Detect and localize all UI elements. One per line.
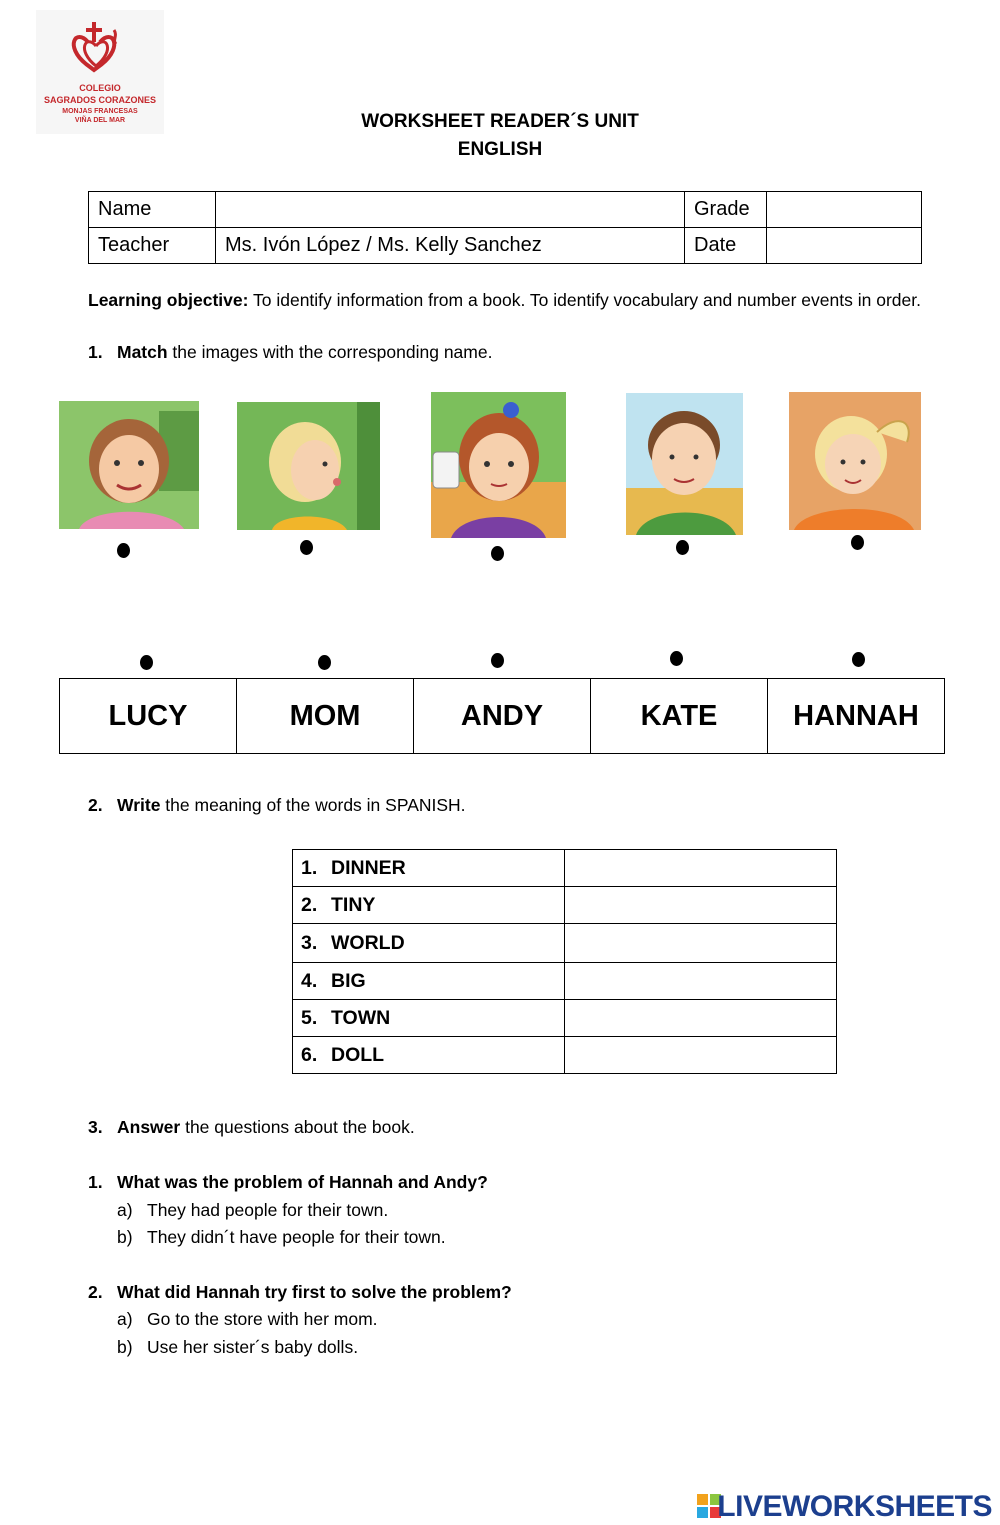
option-letter: a) [117,1309,133,1329]
vocab-answer-field[interactable] [565,1037,837,1074]
question-1 [88,1172,488,1193]
question-1-text: What was the problem of Hannah and Andy? [117,1172,488,1192]
option-letter: b) [117,1227,133,1247]
logo-line-1: COLEGIO [79,83,121,93]
objective-label: Learning objective: [88,290,249,310]
worksheet-subtitle: ENGLISH [457,139,543,160]
section-2-verb: Write [117,795,161,815]
vocab-word: 2. TINY [293,887,565,924]
match-dot-name-2[interactable] [318,655,331,670]
match-dot-picture-2[interactable] [300,540,313,555]
question-1-option-a[interactable] [117,1200,388,1221]
name-cell: KATE [591,679,768,754]
option-text: Use her sister´s baby dolls. [147,1337,359,1357]
hannah-portrait-icon [431,392,566,538]
section-2-instruction [88,795,466,816]
question-1-option-b[interactable] [117,1227,446,1248]
mom-portrait-icon [59,401,199,529]
section-2-text: the meaning of the words in SPANISH. [160,795,466,815]
section-1-verb: Match [117,342,168,362]
vocab-answer-field[interactable] [565,887,837,924]
andy-portrait-icon [626,393,743,535]
name-cell: LUCY [60,679,237,754]
vocabulary-table [292,849,837,1074]
vocab-word: 5. TOWN [293,1000,565,1037]
name-cell: HANNAH [768,679,945,754]
grade-label: Grade [685,192,767,228]
vocab-word: 3. WORLD [293,924,565,963]
option-text: They didn´t have people for their town. [147,1227,446,1247]
question-2-option-b[interactable] [117,1337,358,1358]
vocab-answer-field[interactable] [565,850,837,887]
section-1-instruction [88,342,492,363]
name-field[interactable] [216,192,685,228]
sacred-hearts-icon [66,20,134,80]
logo-line-4: VIÑA DEL MAR [74,117,126,124]
date-label: Date [685,228,767,264]
learning-objective [88,290,921,311]
vocab-row [293,963,837,1000]
section-3-number: 3. [88,1117,103,1137]
section-3-instruction [88,1117,415,1138]
worksheet-title: WORKSHEET READER´S UNIT [361,111,639,132]
logo-line-3: MONJAS FRANCESAS [62,108,138,115]
section-3-verb: Answer [117,1117,181,1137]
section-1-number: 1. [88,342,103,362]
name-cell: ANDY [414,679,591,754]
vocab-answer-field[interactable] [565,924,837,963]
match-dot-picture-4[interactable] [676,540,689,555]
vocab-row [293,887,837,924]
match-dot-picture-5[interactable] [851,535,864,550]
student-info-table [88,191,922,264]
teacher-label: Teacher [89,228,216,264]
logo-line-2: SAGRADOS CORAZONES [43,95,156,105]
match-dot-name-5[interactable] [852,652,865,667]
vocab-row [293,1037,837,1074]
match-dot-name-4[interactable] [670,651,683,666]
vocab-row [293,924,837,963]
vocab-word: 4. BIG [293,963,565,1000]
option-text: They had people for their town. [147,1200,389,1220]
question-1-number: 1. [88,1172,103,1192]
date-field[interactable] [767,228,922,264]
question-2-text: What did Hannah try first to solve the problem? [117,1282,512,1302]
option-letter: b) [117,1337,133,1357]
match-dot-picture-1[interactable] [117,543,130,558]
vocab-word: 1. DINNER [293,850,565,887]
character-names-table [59,678,945,754]
liveworksheets-brand[interactable]: LIVEWORKSHEETS [717,1490,992,1523]
section-2-number: 2. [88,795,103,815]
vocab-row [293,1000,837,1037]
question-2-option-a[interactable] [117,1309,378,1330]
vocab-answer-field[interactable] [565,1000,837,1037]
lucy-portrait-icon [789,392,921,530]
option-text: Go to the store with her mom. [147,1309,378,1329]
vocab-answer-field[interactable] [565,963,837,1000]
teacher-value: Ms. Ivón López / Ms. Kelly Sanchez [216,228,685,264]
objective-text: To identify information from a book. To identify vocabulary and number events in order. [248,290,921,310]
section-3-text: the questions about the book. [180,1117,415,1137]
vocab-row [293,850,837,887]
match-dot-picture-3[interactable] [491,546,504,561]
section-1-text: the images with the corresponding name. [167,342,493,362]
question-2-number: 2. [88,1282,103,1302]
grade-field[interactable] [767,192,922,228]
match-dot-name-1[interactable] [140,655,153,670]
question-2 [88,1282,512,1303]
kate-portrait-icon [237,402,380,530]
option-letter: a) [117,1200,133,1220]
vocab-word: 6. DOLL [293,1037,565,1074]
name-cell: MOM [237,679,414,754]
name-label: Name [89,192,216,228]
match-dot-name-3[interactable] [491,653,504,668]
